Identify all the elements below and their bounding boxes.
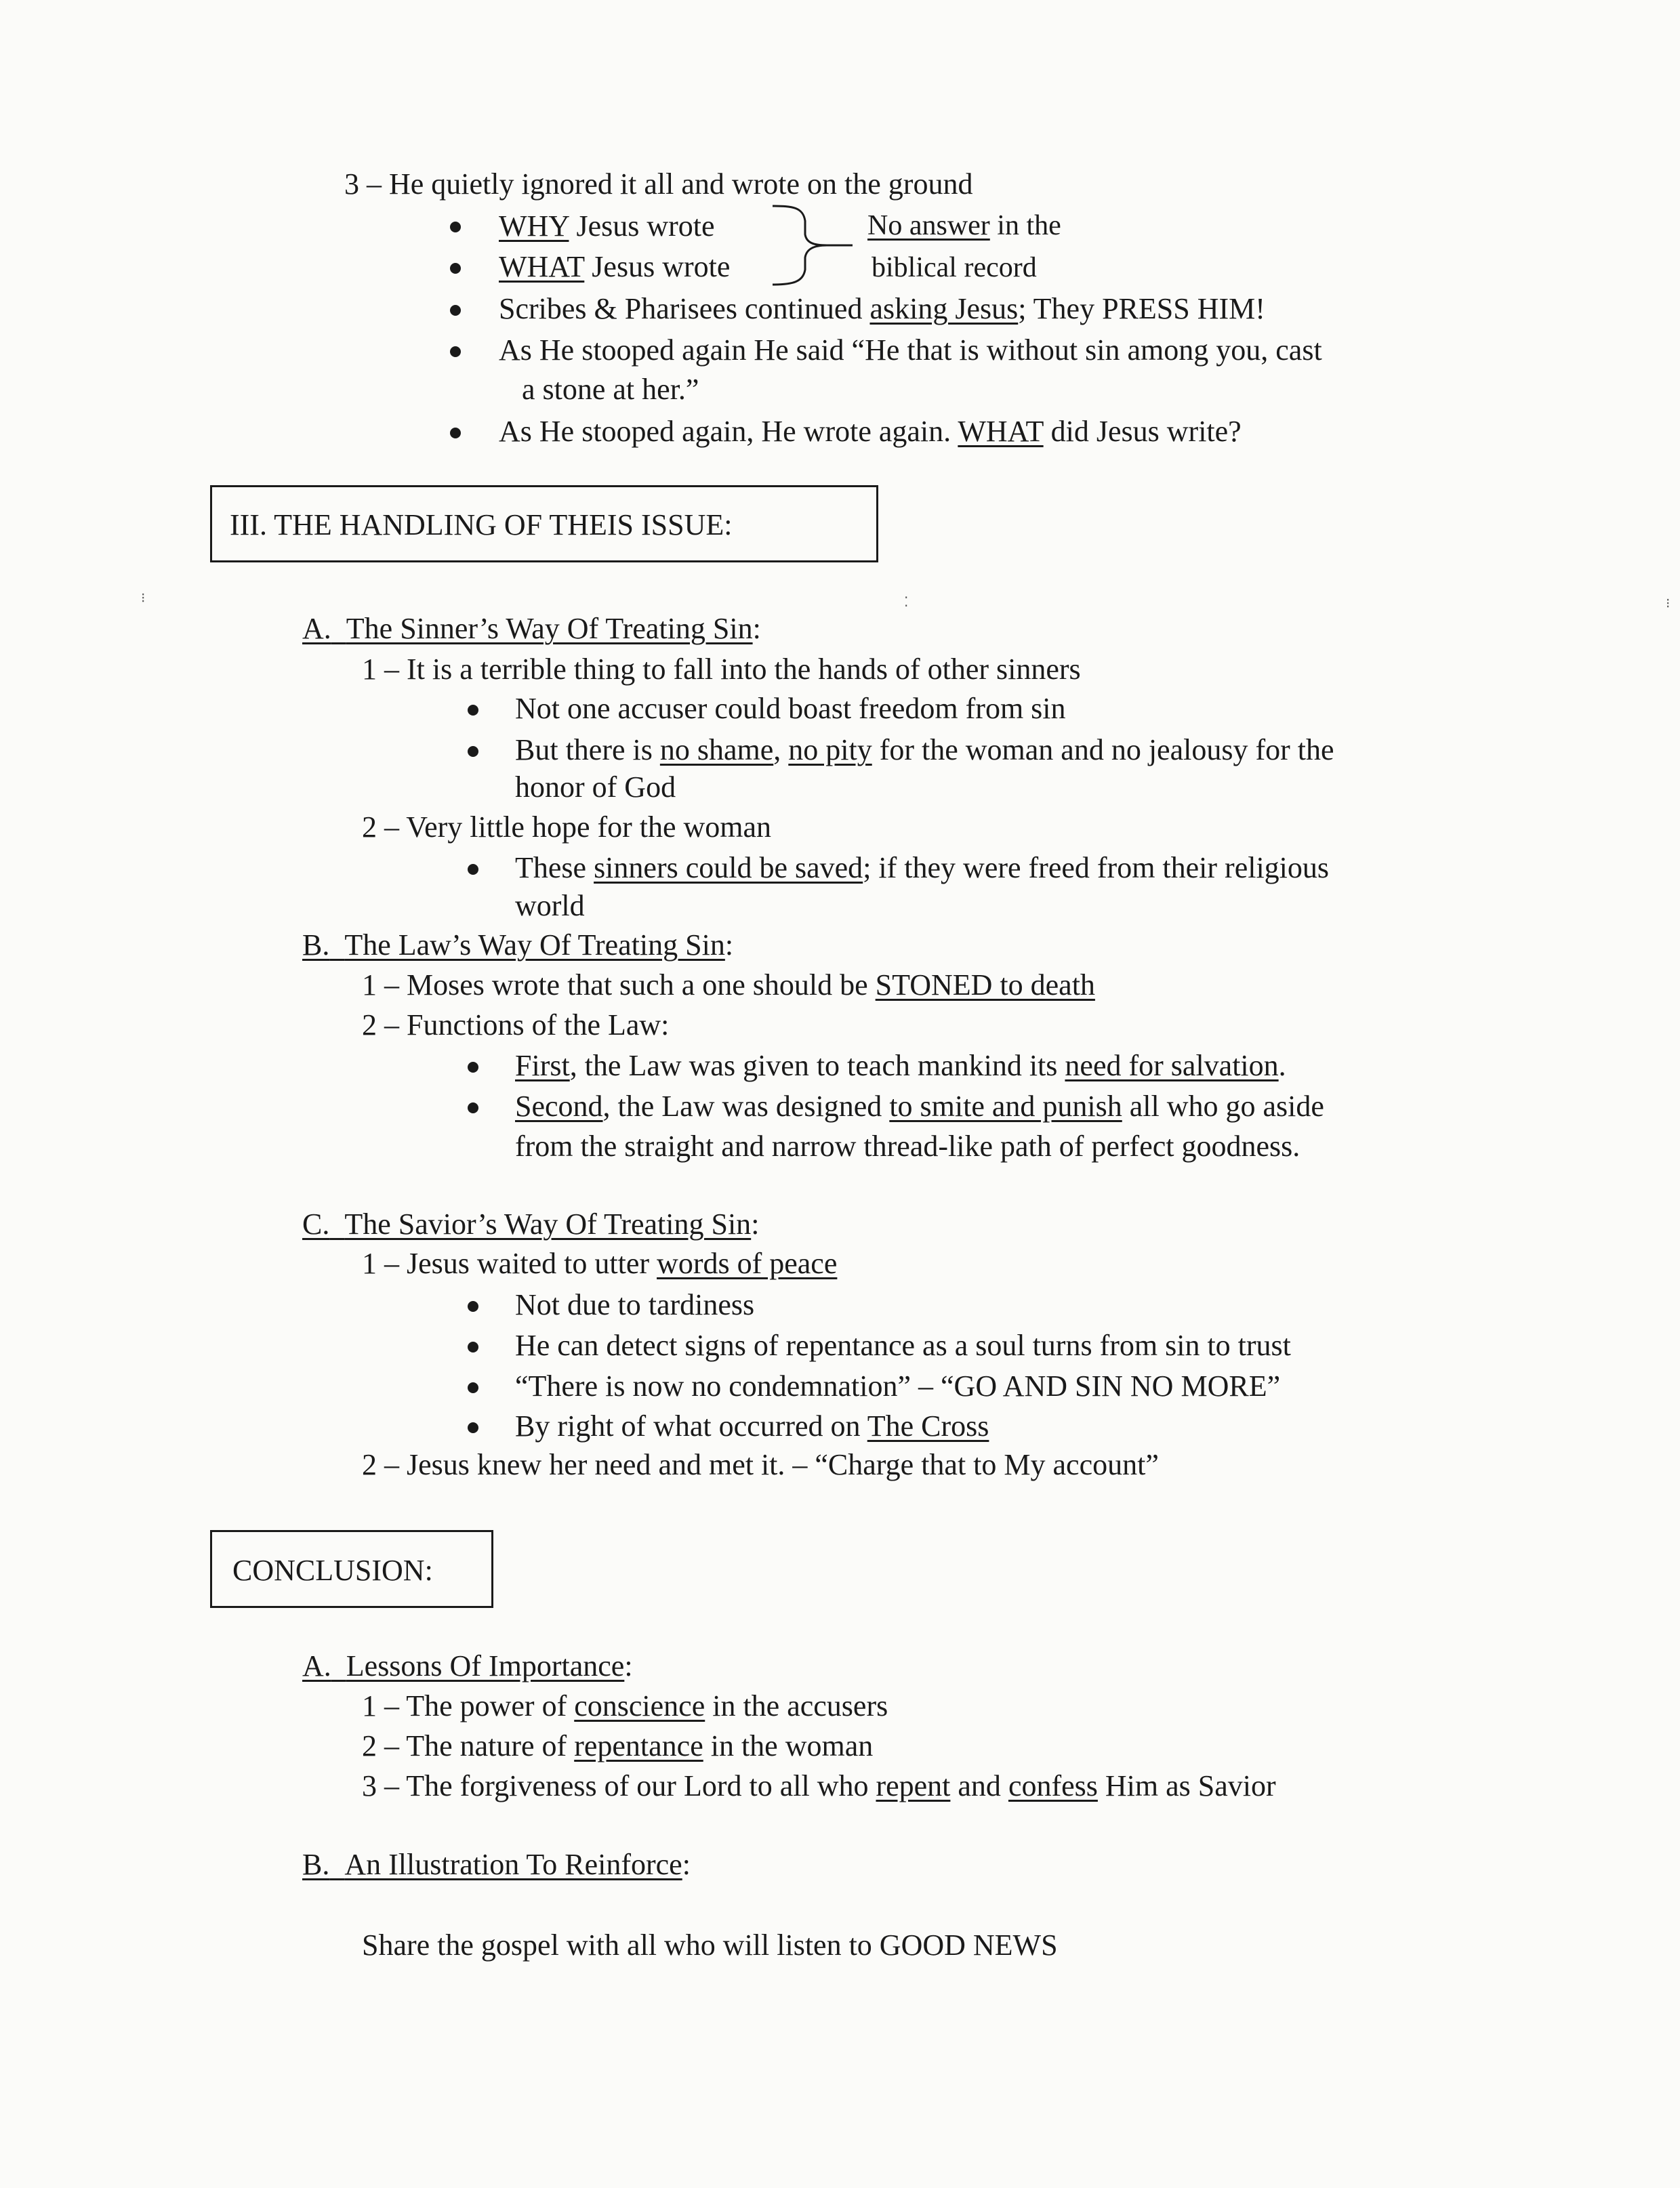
scribes-pre: Scribes & Pharisees continued [499, 292, 870, 325]
bullet-icon [468, 746, 478, 757]
a-letter [302, 612, 753, 645]
second: Second [515, 1090, 603, 1123]
scan-speck: ⁝ [1666, 596, 1671, 611]
bullet-icon [468, 1342, 478, 1353]
b-letter: B. [302, 928, 330, 962]
subheading-c [302, 1207, 760, 1241]
b-bullet-2-line-2: from the straight and narrow thread-like path of perfect goodness. [515, 1130, 1300, 1163]
why-rest: Jesus wrote [569, 209, 715, 243]
lesson2-post: in the woman [703, 1729, 874, 1762]
a-b3-post: ; if they were freed from their religious [863, 851, 1330, 884]
bullet-icon [468, 1062, 478, 1073]
concl-b-letter: B. [302, 1848, 330, 1881]
subheading-a [302, 614, 761, 644]
stooped-line-1: As He stooped again He said “He that is without sin among you, cast [499, 333, 1322, 367]
a-b2-pre: But there is [515, 733, 660, 766]
a-b3-pre: These [515, 851, 594, 884]
scan-speck: ⁝ [141, 591, 146, 606]
c-bullet-3: “There is now no condemnation” – “GO AND SIN NO MORE” [515, 1369, 1281, 1403]
to-smite-and-punish: to smite and punish [889, 1090, 1122, 1123]
concl-a-colon: : [624, 1649, 633, 1683]
b-colon: : [724, 928, 734, 962]
item-3-ignored: 3 – He quietly ignored it all and wrote on the ground [344, 167, 973, 201]
concl-a-letter: A. [302, 1649, 331, 1683]
the-cross: The Cross [867, 1409, 989, 1443]
concl-a-underlined [302, 1649, 624, 1683]
why-label: WHY [499, 209, 569, 243]
c-bullet-2: He can detect signs of repentance as a soul turns from sin to trust [515, 1329, 1291, 1362]
c-item-2: 2 – Jesus knew her need and met it. – “Charge that to My account” [362, 1448, 1159, 1481]
bullet-icon [468, 1301, 478, 1312]
concl-b-title: An Illustration To Reinforce [344, 1848, 682, 1881]
bullet-icon [450, 263, 461, 274]
section-iii-box [210, 485, 878, 562]
bullet-icon [450, 428, 461, 438]
scribes-line [499, 294, 1265, 324]
a-b2-post: for the woman and no jealousy for the [872, 733, 1334, 766]
lesson3-pre: 3 – The forgiveness of our Lord to all who [362, 1769, 876, 1802]
no-answer-label: No answer [867, 210, 990, 241]
stooped-line-2: a stone at her.” [522, 373, 699, 406]
scribes-post: ; They PRESS HIM! [1018, 292, 1265, 325]
a-item-1: 1 – It is a terrible thing to fall into the hands of other sinners [362, 653, 1081, 686]
repentance: repentance [574, 1729, 703, 1762]
lesson3-post: Him as Savior [1097, 1769, 1276, 1802]
lesson2-pre: 2 – The nature of [362, 1729, 575, 1762]
b-b1-post: . [1278, 1049, 1286, 1082]
concl-b-colon: : [682, 1848, 691, 1881]
b-bullet-2 [515, 1092, 1324, 1121]
b5-pre: As He stooped again, He wrote again. [499, 415, 958, 448]
a-bullet-2 [515, 735, 1334, 765]
concl-b-underlined [302, 1848, 682, 1881]
scan-speck: ⁚ [904, 595, 909, 610]
c-item1-pre: 1 – Jesus waited to utter [362, 1247, 657, 1280]
lesson-2 [362, 1731, 873, 1761]
bullet-icon [468, 1422, 478, 1433]
bullet-icon [468, 1382, 478, 1393]
what-label: WHAT [499, 250, 585, 283]
bullet-icon [450, 305, 461, 316]
lesson1-pre: 1 – The power of [362, 1689, 575, 1722]
a-b2-mid: , [773, 733, 789, 766]
b-bullet-1 [515, 1051, 1286, 1081]
b-underlined [302, 928, 725, 962]
concl-a-title: Lessons Of Importance [346, 1649, 625, 1683]
b-item-2: 2 – Functions of the Law: [362, 1008, 670, 1041]
first: First [515, 1049, 570, 1082]
bullet-icon [468, 864, 478, 875]
c-colon: : [751, 1207, 760, 1241]
bullet-icon [468, 1102, 478, 1113]
stoned-to-death: STONED to death [875, 968, 1095, 1002]
c-bullet-4 [515, 1411, 989, 1441]
b-title: The Law’s Way Of Treating Sin [344, 928, 725, 962]
brace-icon [766, 201, 854, 289]
conclusion-heading: CONCLUSION: [232, 1554, 433, 1587]
lesson-1 [362, 1691, 888, 1721]
what-did-jesus-write [499, 417, 1242, 447]
share-gospel: Share the gospel with all who will listen to GOOD NEWS [362, 1928, 1058, 1962]
b-item-1 [362, 970, 1095, 1000]
c-letter: C. [302, 1207, 330, 1241]
a-bullet-3-line-2: world [515, 889, 585, 922]
why-line [499, 211, 715, 241]
what-line [499, 252, 730, 282]
words-of-peace: words of peace [657, 1247, 838, 1280]
biblical-record: biblical record [872, 252, 1037, 283]
c-title: The Savior’s Way Of Treating Sin [344, 1207, 752, 1241]
lesson1-post: in the accusers [705, 1689, 888, 1722]
c-b4-pre: By right of what occurred on [515, 1409, 867, 1443]
repent: repent [876, 1769, 951, 1802]
no-pity: no pity [788, 733, 872, 766]
a-bullet-3 [515, 853, 1329, 883]
bullet-icon [450, 222, 461, 232]
conclusion-subheading-b [302, 1850, 691, 1880]
asking-jesus: asking Jesus [869, 292, 1019, 325]
conclusion-subheading-a [302, 1651, 633, 1681]
a-colon: : [752, 612, 761, 645]
no-shame: no shame [659, 733, 774, 766]
subheading-b [302, 930, 733, 960]
a-bullet-2-line-2: honor of God [515, 770, 676, 804]
a-letter-text: A. [302, 612, 331, 645]
b5-post: did Jesus write? [1043, 415, 1242, 448]
c-item-1 [362, 1249, 837, 1279]
b-b2-mid: , the Law was designed [602, 1090, 890, 1123]
conscience: conscience [574, 1689, 705, 1722]
no-answer-rest: in the [989, 210, 1061, 241]
bullet-icon [450, 346, 461, 357]
section-iii-heading: III. THE HANDLING OF THEIS ISSUE: [230, 508, 733, 541]
conclusion-box [210, 1530, 493, 1608]
confess: confess [1008, 1769, 1098, 1802]
b5-what: WHAT [958, 415, 1044, 448]
bullet-icon [468, 705, 478, 716]
need-for-salvation: need for salvation [1065, 1049, 1279, 1082]
a-bullet-1: Not one accuser could boast freedom from sin [515, 692, 1066, 725]
what-rest: Jesus wrote [584, 250, 731, 283]
b-b2-post: all who go aside [1122, 1090, 1324, 1123]
c-bullet-1: Not due to tardiness [515, 1288, 755, 1321]
c-underlined [302, 1207, 751, 1241]
a-title: The Sinner’s Way Of Treating Sin [346, 612, 753, 645]
b-item1-pre: 1 – Moses wrote that such a one should be [362, 968, 876, 1002]
lesson-3 [362, 1771, 1276, 1801]
sinners-could-be-saved: sinners could be saved [594, 851, 863, 884]
lesson3-mid: and [950, 1769, 1008, 1802]
no-answer-line [867, 211, 1061, 240]
b-b1-mid: , the Law was given to teach mankind its [569, 1049, 1065, 1082]
a-item-2: 2 – Very little hope for the woman [362, 810, 772, 844]
